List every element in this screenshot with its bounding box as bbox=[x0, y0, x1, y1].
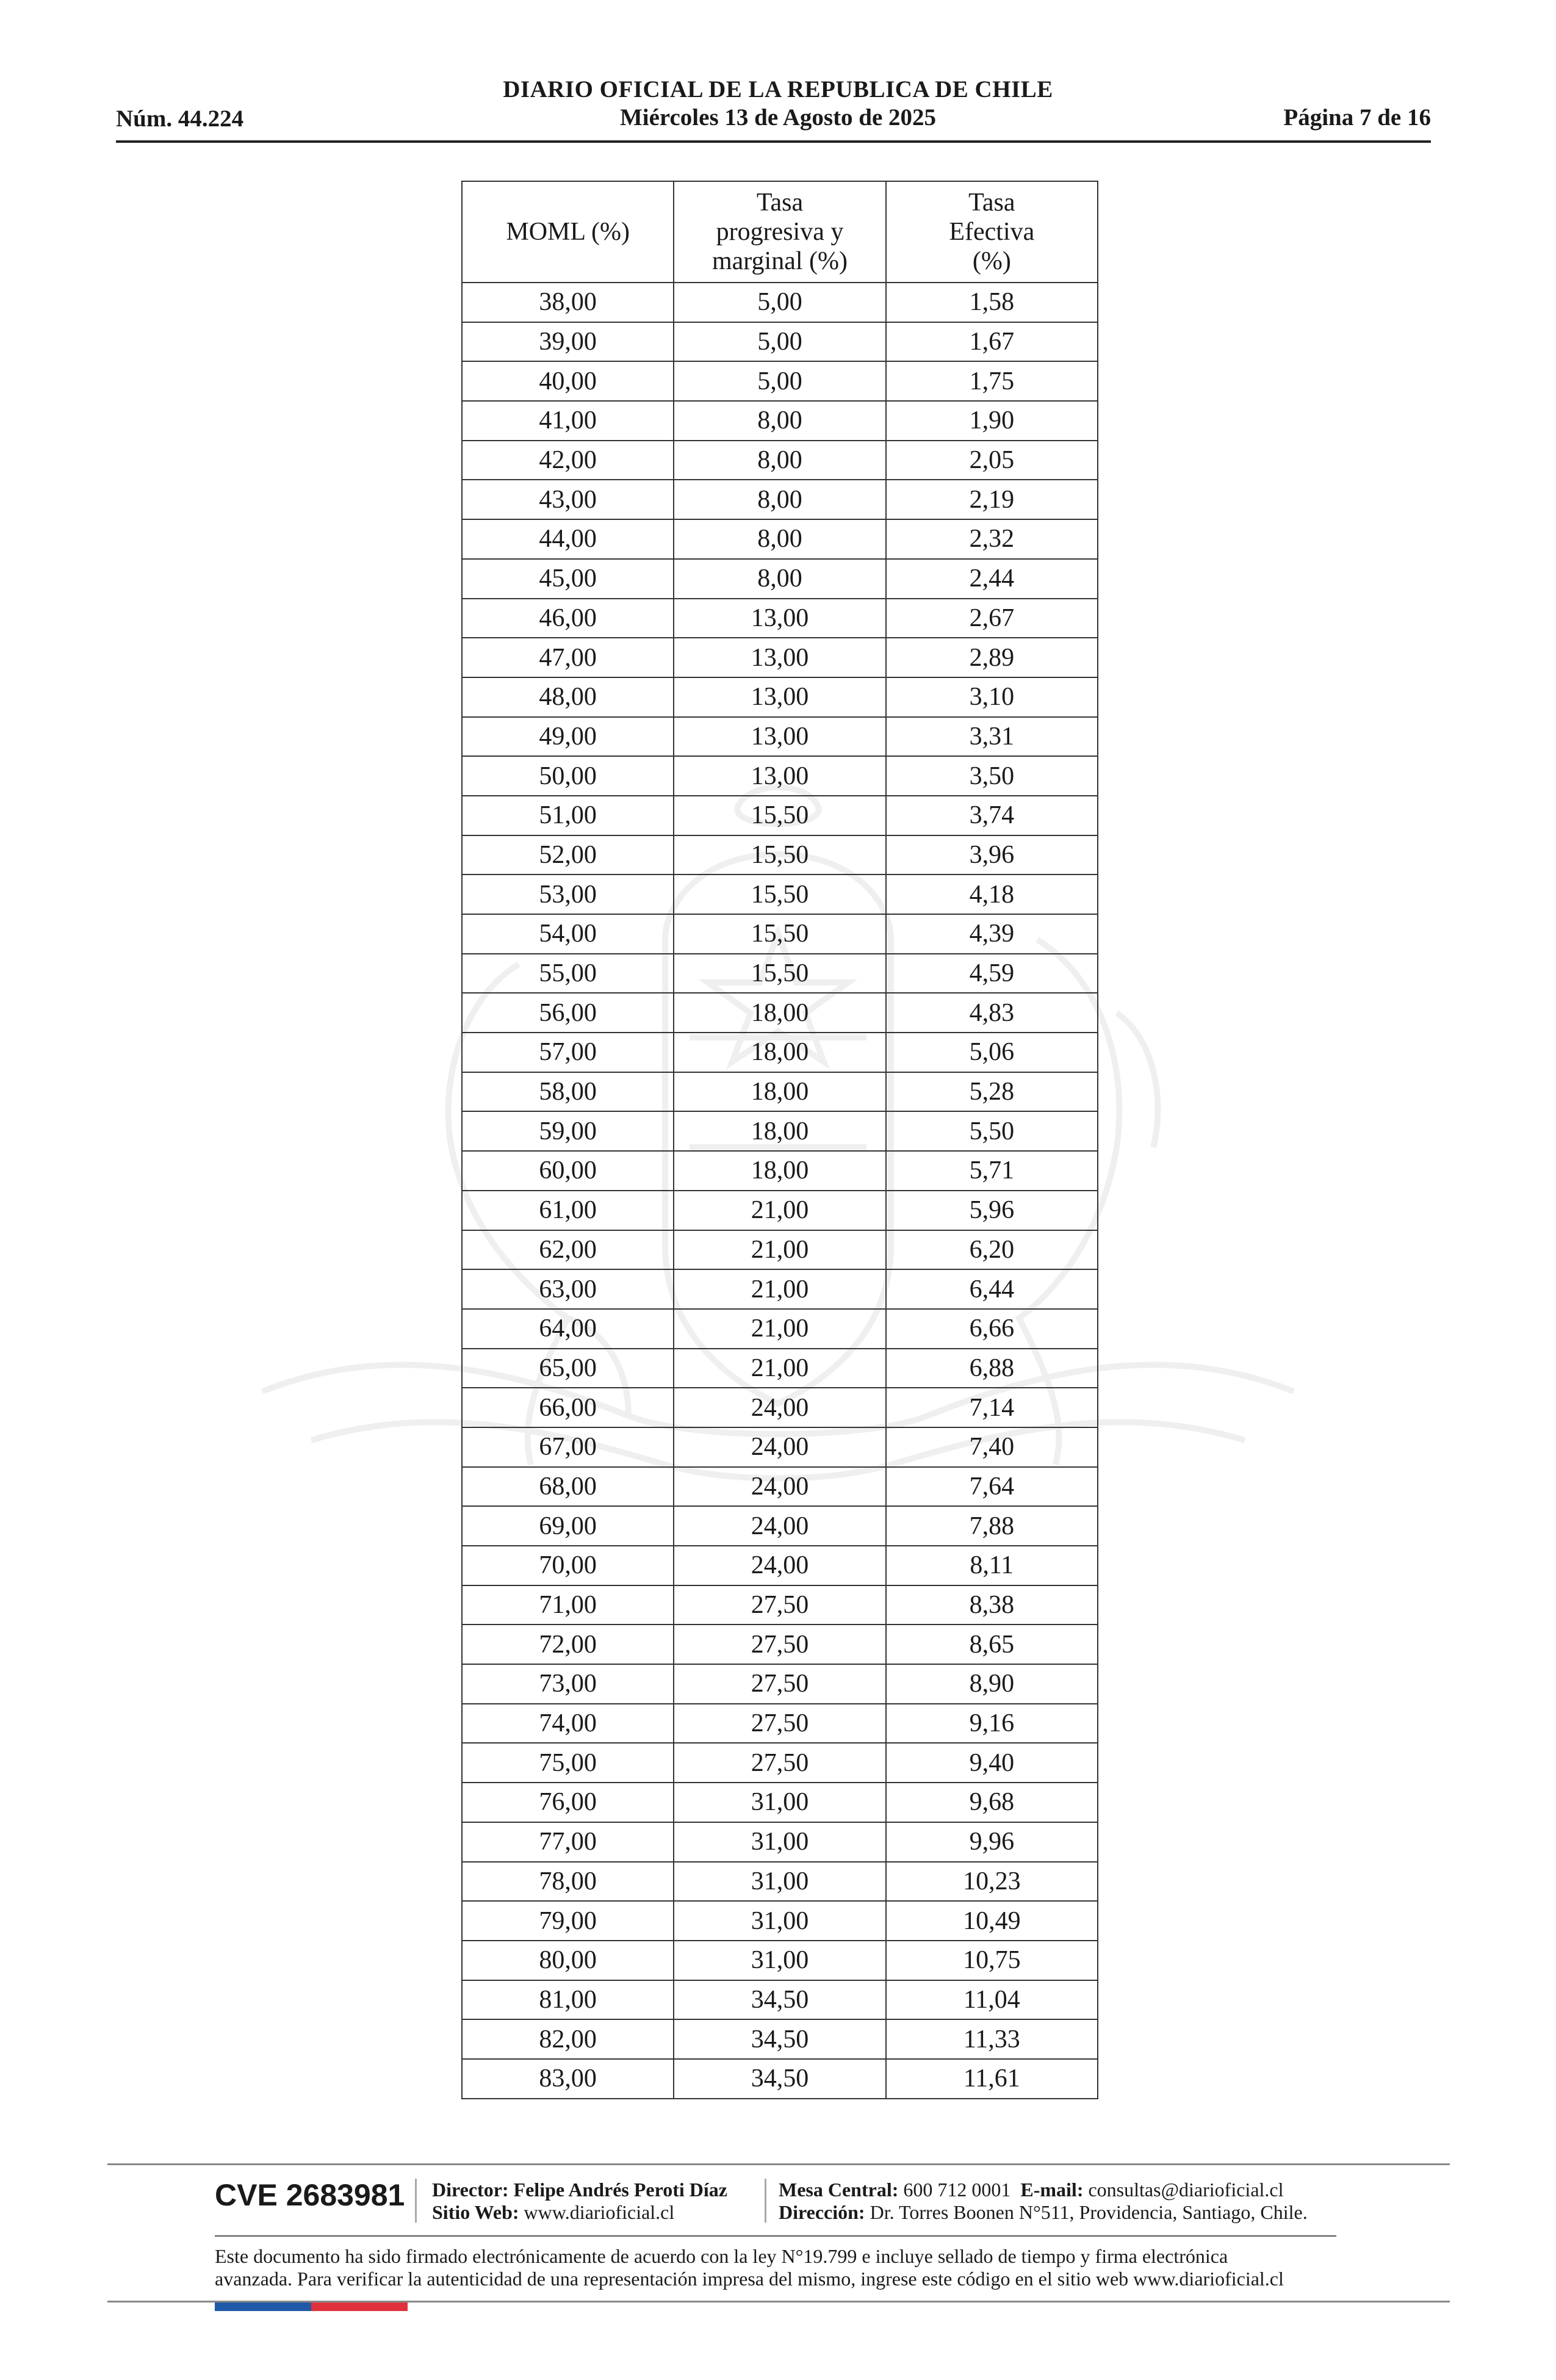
table-cell: 9,68 bbox=[886, 1783, 1098, 1822]
table-row bbox=[462, 519, 1098, 559]
table-cell: 27,50 bbox=[674, 1625, 885, 1664]
table-cell: 4,59 bbox=[886, 954, 1098, 993]
table-cell: 6,66 bbox=[886, 1309, 1098, 1349]
email-link[interactable]: consultas@diarioficial.cl bbox=[1088, 2179, 1284, 2201]
table-row bbox=[462, 1862, 1098, 1902]
table-cell: 73,00 bbox=[462, 1664, 674, 1704]
table-cell: 58,00 bbox=[462, 1072, 674, 1112]
table-cell: 13,00 bbox=[674, 717, 885, 757]
table-cell: 24,00 bbox=[674, 1388, 885, 1427]
issue-number: Núm. 44.224 bbox=[116, 106, 244, 132]
table-cell: 2,19 bbox=[886, 480, 1098, 519]
table-row bbox=[462, 1901, 1098, 1941]
table-row bbox=[462, 1783, 1098, 1822]
table-cell: 80,00 bbox=[462, 1941, 674, 1980]
table-cell: 15,50 bbox=[674, 914, 885, 954]
table-cell: 40,00 bbox=[462, 361, 674, 401]
table-cell: 3,74 bbox=[886, 796, 1098, 835]
table-cell: 7,88 bbox=[886, 1506, 1098, 1546]
table-row bbox=[462, 677, 1098, 717]
table-cell: 34,50 bbox=[674, 2059, 885, 2099]
table-row bbox=[462, 1191, 1098, 1230]
table-cell: 2,44 bbox=[886, 559, 1098, 599]
table-cell: 18,00 bbox=[674, 1072, 885, 1112]
rates-table bbox=[461, 181, 1098, 2099]
table-cell: 41,00 bbox=[462, 401, 674, 441]
table-row bbox=[462, 1111, 1098, 1151]
table-cell: 13,00 bbox=[674, 677, 885, 717]
table-row bbox=[462, 401, 1098, 441]
table-cell: 6,20 bbox=[886, 1230, 1098, 1270]
table-row bbox=[462, 599, 1098, 638]
table-cell: 74,00 bbox=[462, 1704, 674, 1744]
table-row bbox=[462, 1704, 1098, 1744]
table-row bbox=[462, 1941, 1098, 1980]
table-row bbox=[462, 2019, 1098, 2059]
column-header-line: progresiva y bbox=[716, 218, 844, 246]
legal-line: Este documento ha sido firmado electrónicamente de acuerdo con la ley N°19.799 e incluye sellado de tiempo y firma electrónica bbox=[215, 2245, 1228, 2267]
table-cell: 45,00 bbox=[462, 559, 674, 599]
table-row bbox=[462, 1151, 1098, 1191]
table-cell: 10,75 bbox=[886, 1941, 1098, 1980]
table-row bbox=[462, 1309, 1098, 1349]
table-cell: 13,00 bbox=[674, 638, 885, 677]
table-cell: 8,00 bbox=[674, 519, 885, 559]
table-cell: 82,00 bbox=[462, 2019, 674, 2059]
table-cell: 8,11 bbox=[886, 1546, 1098, 1585]
table-cell: 11,33 bbox=[886, 2019, 1098, 2059]
table-cell: 52,00 bbox=[462, 835, 674, 875]
director-name: Felipe Andrés Peroti Díaz bbox=[513, 2179, 727, 2201]
table-row bbox=[462, 756, 1098, 796]
table-row bbox=[462, 638, 1098, 677]
table-cell: 1,67 bbox=[886, 322, 1098, 362]
table-cell: 3,31 bbox=[886, 717, 1098, 757]
table-body bbox=[462, 283, 1098, 2099]
table-cell: 70,00 bbox=[462, 1546, 674, 1585]
publication-title: DIARIO OFICIAL DE LA REPUBLICA DE CHILE bbox=[503, 76, 1053, 103]
table-cell: 43,00 bbox=[462, 480, 674, 519]
table-cell: 8,38 bbox=[886, 1585, 1098, 1625]
legal-line: avanzada. Para verificar la autenticidad de una representación impresa del mismo, ingrese este código en el sitio web www.diarioficial.cl bbox=[215, 2268, 1284, 2290]
table-cell: 46,00 bbox=[462, 599, 674, 638]
table-cell: 47,00 bbox=[462, 638, 674, 677]
table-cell: 18,00 bbox=[674, 1111, 885, 1151]
column-header-line: Efectiva bbox=[949, 218, 1035, 246]
table-cell: 18,00 bbox=[674, 1151, 885, 1191]
table-row bbox=[462, 796, 1098, 835]
table-cell: 64,00 bbox=[462, 1309, 674, 1349]
header-divider bbox=[116, 140, 1431, 143]
column-header-line: Tasa bbox=[968, 189, 1015, 217]
table-cell: 31,00 bbox=[674, 1783, 885, 1822]
table-cell: 5,28 bbox=[886, 1072, 1098, 1112]
column-header-2 bbox=[886, 181, 1098, 283]
table-cell: 9,16 bbox=[886, 1704, 1098, 1744]
footer-separator bbox=[415, 2179, 417, 2223]
address-label: Dirección: bbox=[779, 2201, 865, 2223]
table-row bbox=[462, 1033, 1098, 1072]
table-row bbox=[462, 1427, 1098, 1467]
table-cell: 71,00 bbox=[462, 1585, 674, 1625]
table-cell: 5,00 bbox=[674, 361, 885, 401]
table-cell: 2,67 bbox=[886, 599, 1098, 638]
table-cell: 21,00 bbox=[674, 1349, 885, 1388]
table-cell: 4,83 bbox=[886, 993, 1098, 1033]
phone-label: Mesa Central: bbox=[779, 2179, 899, 2201]
column-header-line: MOML (%) bbox=[506, 218, 630, 246]
table-cell: 75,00 bbox=[462, 1743, 674, 1783]
table-cell: 72,00 bbox=[462, 1625, 674, 1664]
table-cell: 2,89 bbox=[886, 638, 1098, 677]
table-row bbox=[462, 874, 1098, 914]
table-row bbox=[462, 1980, 1098, 2020]
table-cell: 4,39 bbox=[886, 914, 1098, 954]
footer-director-block bbox=[432, 2179, 727, 2224]
table-cell: 1,90 bbox=[886, 401, 1098, 441]
table-cell: 21,00 bbox=[674, 1230, 885, 1270]
column-header-line: (%) bbox=[972, 247, 1011, 275]
table-cell: 21,00 bbox=[674, 1191, 885, 1230]
table-row bbox=[462, 559, 1098, 599]
table-row bbox=[462, 480, 1098, 519]
table-cell: 56,00 bbox=[462, 993, 674, 1033]
publication-date: Miércoles 13 de Agosto de 2025 bbox=[619, 104, 937, 131]
footer-divider-top bbox=[107, 2163, 1450, 2165]
page-number: Página 7 de 16 bbox=[1283, 104, 1431, 131]
footer-separator bbox=[765, 2179, 766, 2223]
footer-divider-mid bbox=[215, 2235, 1336, 2237]
table-cell: 27,50 bbox=[674, 1664, 885, 1704]
table-row bbox=[462, 1467, 1098, 1507]
table-cell: 79,00 bbox=[462, 1901, 674, 1941]
table-cell: 7,40 bbox=[886, 1427, 1098, 1467]
table-cell: 6,44 bbox=[886, 1269, 1098, 1309]
table-row bbox=[462, 835, 1098, 875]
table-cell: 60,00 bbox=[462, 1151, 674, 1191]
table-cell: 9,40 bbox=[886, 1743, 1098, 1783]
table-row bbox=[462, 954, 1098, 993]
table-cell: 5,00 bbox=[674, 322, 885, 362]
table-cell: 24,00 bbox=[674, 1467, 885, 1507]
table-cell: 53,00 bbox=[462, 874, 674, 914]
address-text: Dr. Torres Boonen N°511, Providencia, Santiago, Chile. bbox=[870, 2201, 1308, 2223]
table-row bbox=[462, 322, 1098, 362]
table-cell: 13,00 bbox=[674, 599, 885, 638]
column-header-1 bbox=[674, 181, 885, 283]
table-cell: 27,50 bbox=[674, 1704, 885, 1744]
table-cell: 54,00 bbox=[462, 914, 674, 954]
table-row bbox=[462, 1546, 1098, 1585]
table-cell: 9,96 bbox=[886, 1822, 1098, 1862]
email-label: E-mail: bbox=[1020, 2179, 1084, 2201]
table-cell: 39,00 bbox=[462, 322, 674, 362]
table-cell: 77,00 bbox=[462, 1822, 674, 1862]
table-cell: 31,00 bbox=[674, 1901, 885, 1941]
table-cell: 6,88 bbox=[886, 1349, 1098, 1388]
table-cell: 8,90 bbox=[886, 1664, 1098, 1704]
table-cell: 4,18 bbox=[886, 874, 1098, 914]
table-cell: 1,75 bbox=[886, 361, 1098, 401]
table-cell: 8,00 bbox=[674, 401, 885, 441]
table-cell: 34,50 bbox=[674, 1980, 885, 2020]
table-cell: 44,00 bbox=[462, 519, 674, 559]
table-row bbox=[462, 1822, 1098, 1862]
table-cell: 27,50 bbox=[674, 1585, 885, 1625]
table-row bbox=[462, 1625, 1098, 1664]
table-cell: 63,00 bbox=[462, 1269, 674, 1309]
table-cell: 24,00 bbox=[674, 1427, 885, 1467]
table-cell: 2,32 bbox=[886, 519, 1098, 559]
table-cell: 66,00 bbox=[462, 1388, 674, 1427]
table-cell: 27,50 bbox=[674, 1743, 885, 1783]
table-cell: 5,00 bbox=[674, 283, 885, 322]
table-cell: 57,00 bbox=[462, 1033, 674, 1072]
table-cell: 1,58 bbox=[886, 283, 1098, 322]
legal-notice bbox=[215, 2245, 1374, 2290]
table-cell: 7,64 bbox=[886, 1467, 1098, 1507]
table-row bbox=[462, 1388, 1098, 1427]
rates-table-container bbox=[461, 181, 1098, 2099]
table-cell: 13,00 bbox=[674, 756, 885, 796]
table-cell: 21,00 bbox=[674, 1309, 885, 1349]
table-cell: 76,00 bbox=[462, 1783, 674, 1822]
table-cell: 67,00 bbox=[462, 1427, 674, 1467]
column-header-line: Tasa bbox=[756, 189, 804, 217]
table-cell: 78,00 bbox=[462, 1862, 674, 1902]
table-row bbox=[462, 993, 1098, 1033]
table-cell: 68,00 bbox=[462, 1467, 674, 1507]
website-link[interactable]: www.diarioficial.cl bbox=[524, 2201, 675, 2223]
cve-code: CVE 2683981 bbox=[215, 2178, 405, 2212]
table-cell: 24,00 bbox=[674, 1506, 885, 1546]
table-row bbox=[462, 1585, 1098, 1625]
table-cell: 81,00 bbox=[462, 1980, 674, 2020]
table-cell: 21,00 bbox=[674, 1269, 885, 1309]
table-cell: 11,61 bbox=[886, 2059, 1098, 2099]
table-row bbox=[462, 2059, 1098, 2099]
table-cell: 10,49 bbox=[886, 1901, 1098, 1941]
table-cell: 51,00 bbox=[462, 796, 674, 835]
table-cell: 48,00 bbox=[462, 677, 674, 717]
table-cell: 15,50 bbox=[674, 835, 885, 875]
table-cell: 18,00 bbox=[674, 1033, 885, 1072]
table-cell: 7,14 bbox=[886, 1388, 1098, 1427]
table-cell: 31,00 bbox=[674, 1941, 885, 1980]
table-cell: 38,00 bbox=[462, 283, 674, 322]
column-header-line: marginal (%) bbox=[712, 247, 848, 275]
table-cell: 8,00 bbox=[674, 559, 885, 599]
table-row bbox=[462, 1230, 1098, 1270]
table-cell: 15,50 bbox=[674, 954, 885, 993]
table-row bbox=[462, 1269, 1098, 1309]
table-cell: 62,00 bbox=[462, 1230, 674, 1270]
table-cell: 5,71 bbox=[886, 1151, 1098, 1191]
table-cell: 83,00 bbox=[462, 2059, 674, 2099]
table-cell: 65,00 bbox=[462, 1349, 674, 1388]
table-cell: 34,50 bbox=[674, 2019, 885, 2059]
table-row bbox=[462, 441, 1098, 480]
column-header-0 bbox=[462, 181, 674, 283]
table-row bbox=[462, 1506, 1098, 1546]
table-cell: 3,10 bbox=[886, 677, 1098, 717]
flag-stripe-blue bbox=[215, 2302, 311, 2311]
table-cell: 15,50 bbox=[674, 796, 885, 835]
table-row bbox=[462, 361, 1098, 401]
table-cell: 8,00 bbox=[674, 480, 885, 519]
table-row bbox=[462, 283, 1098, 322]
table-cell: 18,00 bbox=[674, 993, 885, 1033]
table-cell: 5,06 bbox=[886, 1033, 1098, 1072]
table-cell: 8,65 bbox=[886, 1625, 1098, 1664]
table-cell: 50,00 bbox=[462, 756, 674, 796]
table-row bbox=[462, 914, 1098, 954]
table-cell: 61,00 bbox=[462, 1191, 674, 1230]
table-cell: 3,50 bbox=[886, 756, 1098, 796]
phone-number: 600 712 0001 bbox=[903, 2179, 1011, 2201]
table-row bbox=[462, 1072, 1098, 1112]
table-row bbox=[462, 717, 1098, 757]
table-cell: 3,96 bbox=[886, 835, 1098, 875]
director-label: Director: bbox=[432, 2179, 509, 2201]
footer-contact-block bbox=[779, 2179, 1308, 2224]
table-cell: 24,00 bbox=[674, 1546, 885, 1585]
website-label: Sitio Web: bbox=[432, 2201, 519, 2223]
table-cell: 11,04 bbox=[886, 1980, 1098, 2020]
flag-stripe-red bbox=[311, 2302, 408, 2311]
table-cell: 49,00 bbox=[462, 717, 674, 757]
table-row bbox=[462, 1743, 1098, 1783]
table-cell: 31,00 bbox=[674, 1822, 885, 1862]
table-cell: 15,50 bbox=[674, 874, 885, 914]
table-cell: 5,96 bbox=[886, 1191, 1098, 1230]
table-row bbox=[462, 1349, 1098, 1388]
table-cell: 5,50 bbox=[886, 1111, 1098, 1151]
table-cell: 8,00 bbox=[674, 441, 885, 480]
table-cell: 10,23 bbox=[886, 1862, 1098, 1902]
table-row bbox=[462, 1664, 1098, 1704]
table-cell: 42,00 bbox=[462, 441, 674, 480]
table-cell: 55,00 bbox=[462, 954, 674, 993]
table-cell: 59,00 bbox=[462, 1111, 674, 1151]
table-header-row bbox=[462, 181, 1098, 283]
table-cell: 31,00 bbox=[674, 1862, 885, 1902]
table-cell: 2,05 bbox=[886, 441, 1098, 480]
table-cell: 69,00 bbox=[462, 1506, 674, 1546]
